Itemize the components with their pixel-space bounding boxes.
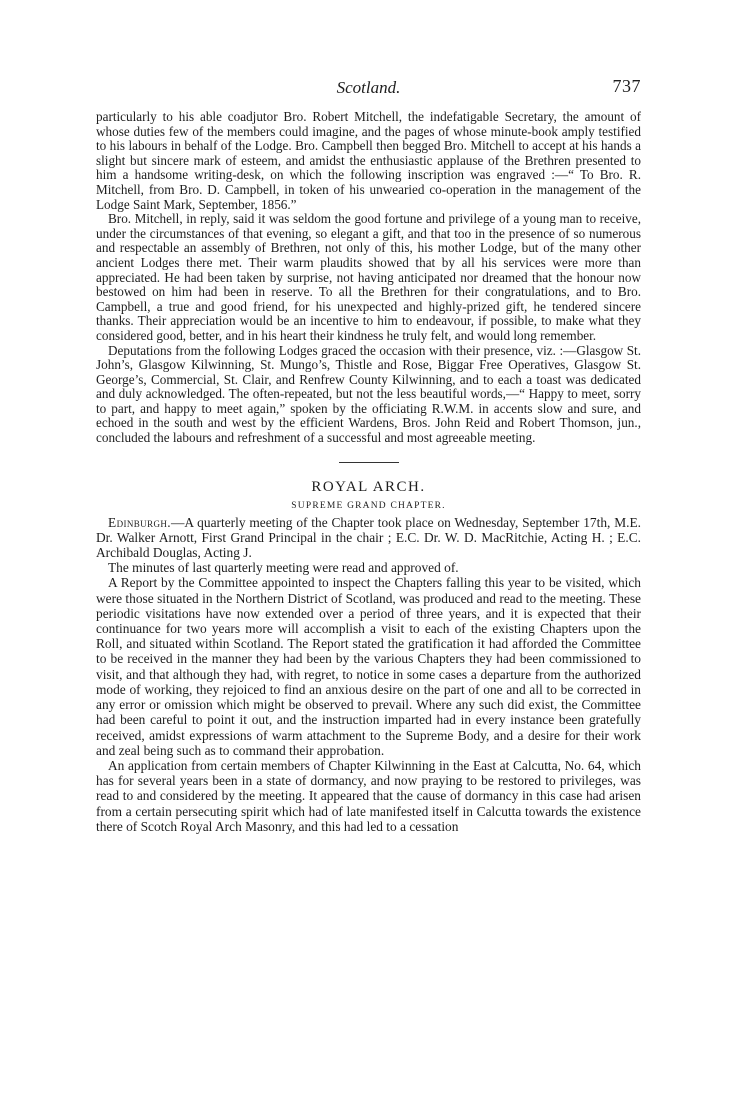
page-number: 737	[612, 76, 641, 96]
paragraph-report: A Report by the Committee appointed to inspect the Chapters falling this year to be visited, which were those situated in the Northern District of Scotland, was produced and read to the meeting. These periodic visitations have now extended over a period of three years, and it is expected that their continuance for two years more will accomplish a visit to each of the existing Chapters upon the Roll, and situated within Scotland. The Report stated the gratification it had afforded the Committee to be received in the manner they had been by the various Chapters they had been commissioned to visit, and that although they had, with regret, to notice in some cases a departure from the authorized mode of working, they rejoiced to find an anxious desire on the part of one and all to be corrected in any error or omission which might be observed to prevail. Where any such did exist, the Committee had been careful to point it out, and the instruction imparted had in every instance been gratefully received, amidst expressions of warm attachment to the Supreme Body, and a desire for their work and zeal being such as to command their approbation.	[96, 575, 641, 758]
running-head	[96, 74, 641, 102]
paragraph-application: An application from certain members of Chapter Kilwinning in the East at Calcutta, No. 64, which has for several years been in a state of dormancy, and now praying to be restored to privileges, was read to and considered by the meeting. It appeared that the cause of dormancy in this case had arisen from a certain persecuting spirit which had of late manifested itself in Calcutta towards the existence there of Scotch Royal Arch Masonry, and this had led to a cessation	[96, 757, 641, 834]
paragraph-edinburgh	[96, 515, 641, 561]
section-subheading: SUPREME GRAND CHAPTER.	[291, 500, 446, 511]
lead-word: Edinburgh.	[108, 514, 172, 530]
section-divider	[339, 462, 399, 463]
lead-rest: —A quarterly meeting of the Chapter took place on Wednesday, September 17th, M.E. Dr. Walker Arnott, First Grand Principal in the chair ; E.C. Dr. W. D. MacRitchie, Acting H. ; E.C. Archibald Douglas, Acting J.	[96, 514, 641, 561]
paragraph-minutes: The minutes of last quarterly meeting were read and approved of.	[108, 560, 459, 576]
page	[96, 74, 641, 834]
running-title: Scotland.	[336, 78, 401, 97]
paragraph-mitchell-reply: Bro. Mitchell, in reply, said it was seldom the good fortune and privilege of a young man to receive, under the circumstances of that evening, so elegant a gift, and that too in the presence of so numerous and respectable an assembly of Brethren, not only of this, his mother Lodge, but of the many other ancient Lodges there met. Their warm plaudits showed that by all his services were more than appreciated. He had been taken by surprise, not having anticipated nor dreamed that the honour now bestowed on him had been in reserve. To all the Brethren for their congratulations, and to Bro. Campbell, a true and good friend, for his unexpected and highly-prized gift, he tendered sincere thanks. Their appreciation would be an incentive to him to endeavour, if possible, to make what they considered good, better, and in his heart their kindness he truly felt, and would long remember.	[96, 211, 641, 343]
paragraph-deputations: Deputations from the following Lodges graced the occasion with their presence, viz. :—Glasgow St. John’s, Glasgow Kilwinning, St. Mungo’s, Thistle and Rose, Biggar Free Operatives, Glasgow St. George’s, Commercial, St. Clair, and Renfrew County Kilwinning, and to each a toast was dedicated and duly acknowledged. The often-repeated, but not the less beautiful words,—“ Happy to meet, sorry to part, and happy to meet again,” spoken by the officiating R.W.M. in accents slow and sure, and echoed in the south and west by the efficient Wardens, Bros. John Reid and Robert Thomson, jun., concluded the labours and refreshment of a successful and most agreeable meeting.	[96, 342, 641, 446]
paragraph-continued: particularly to his able coadjutor Bro. Robert Mitchell, the indefatigable Secretary, the amount of whose duties few of the members could imagine, and the pages of whose minute-book amply testified to his labours in behalf of the Lodge. Bro. Campbell then begged Bro. Mitchell to accept at his hands a slight but sincere mark of esteem, and amidst the enthusiastic applause of the Brethren presented to him a handsome writing-desk, on which the following inscription was engraved :—“ To Bro. R. Mitchell, from Bro. D. Campbell, in token of his unwearied co-operation in the management of the Lodge Saint Mark, September, 1856.”	[96, 109, 641, 212]
section-heading: ROYAL ARCH.	[311, 478, 426, 495]
